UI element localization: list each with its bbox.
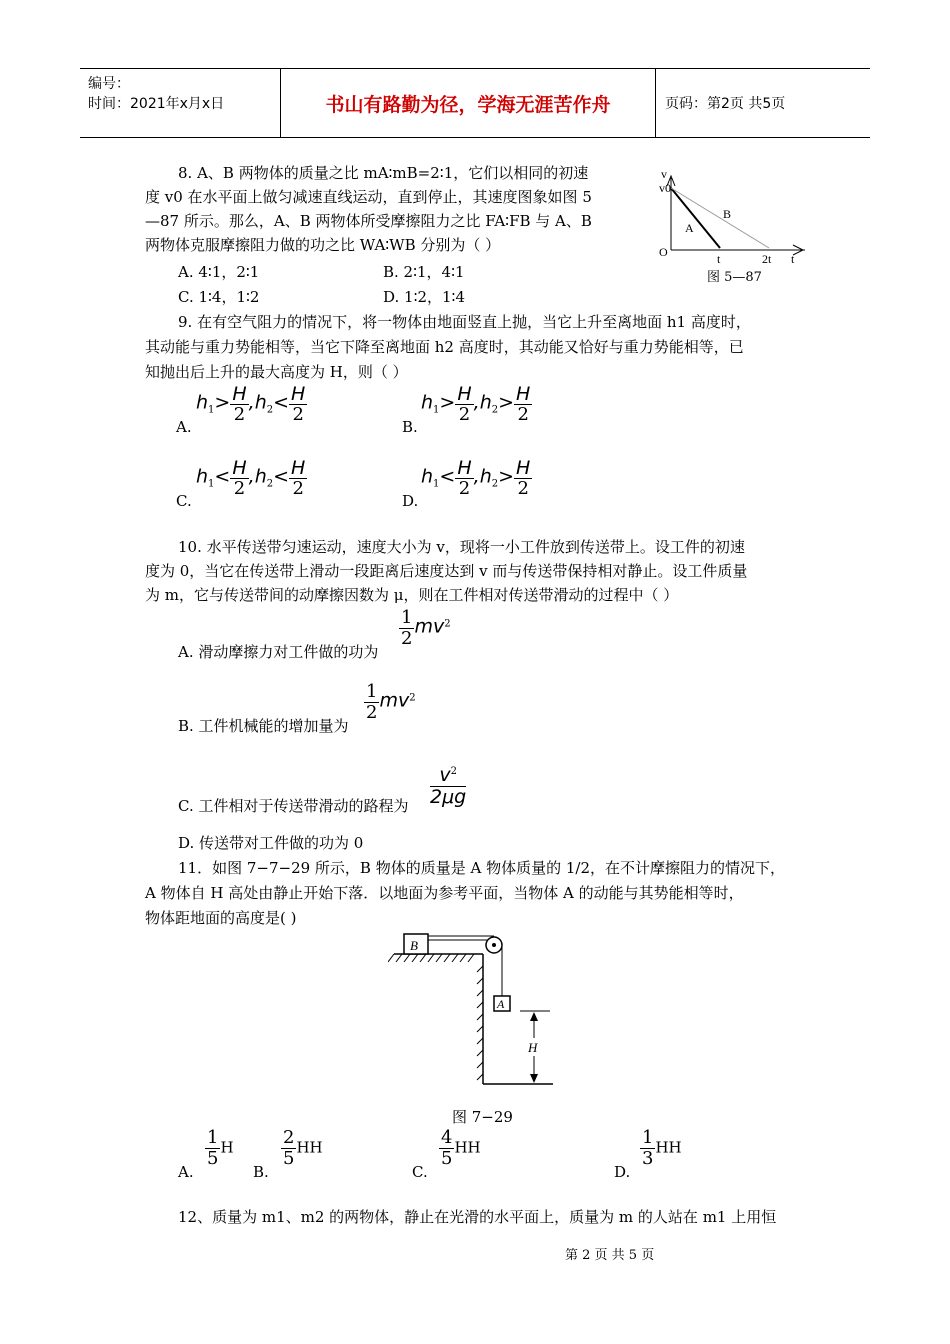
q11-option-a-label: A.: [178, 1163, 194, 1181]
figure-5-87-caption: 图 5—87: [707, 270, 762, 285]
q8-line4: 两物体克服摩擦阻力做的功之比 WA∶WB 分别为（ ）: [145, 236, 501, 254]
line-a-label: A: [685, 221, 694, 235]
line-b: [671, 188, 769, 248]
q11-line1: 11．如图 7−7−29 所示，B 物体的质量是 A 物体质量的 1/2，在不计摩擦阻力的情况下，: [178, 859, 786, 877]
q8-line1: 8. A、B 两物体的质量之比 mA∶mB=2∶1，它们以相同的初速: [178, 164, 589, 182]
q9-option-a: $h_1>$ $\frac{H}{2}$ $,h_2<$ $\frac{H}{2}$: [196, 383, 306, 425]
line-b-label: B: [723, 207, 732, 221]
q8-option-d: D. 1∶2，1∶4: [383, 288, 466, 306]
q8-option-c: C. 1∶4，1∶2: [178, 288, 260, 306]
q10-option-a-formula: $\frac{1}{2}$ $mv^2$: [401, 607, 451, 649]
page-info: 页码：第2页 共5页: [665, 96, 786, 112]
q10-line3: 为 m，它与传送带间的动摩擦因数为 μ，则在工件相对传送带滑动的过程中（ ）: [145, 586, 679, 604]
q11-option-d: $\frac{1}{3}$ HH: [642, 1127, 682, 1169]
time-label: 时间：2021年x月x日: [88, 96, 225, 112]
q9-line1: 9. 在有空气阻力的情况下，将一物体由地面竖直上抛，当它上升至离地面 h1 高度时，: [178, 313, 751, 331]
q9-option-c: $h_1<$ $\frac{H}{2}$ $,h_2<$ $\frac{H}{2}$: [196, 457, 306, 499]
header-left: [80, 69, 280, 137]
q12-line1: 12、质量为 m1、m2 的两物体，静止在光滑的水平面上，质量为 m 的人站在 m1 上用恒: [178, 1208, 777, 1226]
q10-option-d: D. 传送带对工件做的功为 0: [178, 834, 364, 852]
t-axis-label: t: [791, 252, 795, 266]
t2-tick: 2t: [762, 252, 772, 266]
q9-option-d: $h_1<$ $\frac{H}{2}$ $,h_2>$ $\frac{H}{2}$: [421, 457, 531, 499]
q10-line2: 度为 0，当它在传送带上滑动一段距离后速度达到 v 而与传送带保持相对静止。设工件质量: [145, 562, 748, 580]
q11-option-b-label: B.: [253, 1163, 269, 1181]
q9-option-d-label: D.: [402, 492, 419, 510]
q11-option-a: $\frac{1}{5}$ H: [207, 1127, 234, 1169]
line-a: [671, 188, 720, 248]
q11-option-b: $\frac{2}{5}$ HH: [283, 1127, 323, 1169]
q11-line2: A 物体自 H 高处由静止开始下落．以地面为参考平面，当物体 A 的动能与其势能相等时，: [145, 884, 744, 902]
height-arrow-down: [530, 1074, 538, 1083]
wall-hatch: [477, 966, 483, 1080]
q8-option-a: A. 4∶1，2∶1: [178, 263, 260, 281]
block-a-label: A: [497, 997, 505, 1011]
page-header: [80, 68, 870, 138]
pulley-axle: [492, 943, 496, 947]
origin-label: O: [659, 245, 668, 259]
q10-option-a: A. 滑动摩擦力对工件做的功为: [178, 643, 379, 661]
q11-option-d-label: D.: [614, 1163, 631, 1181]
q11-option-c: $\frac{4}{5}$ HH: [441, 1127, 481, 1169]
t-tick: t: [717, 252, 721, 266]
q9-option-c-label: C.: [176, 492, 192, 510]
q11-option-c-label: C.: [412, 1163, 428, 1181]
figure-7-29-caption: 图 7−29: [452, 1108, 513, 1126]
q9-option-b-label: B.: [402, 418, 418, 436]
q8-line2: 度 v0 在水平面上做匀减速直线运动，直到停止，其速度图象如图 5: [145, 188, 592, 206]
q10-option-b-formula: $\frac{1}{2}$ $mv^2$: [366, 681, 416, 723]
number-label: 编号：: [88, 76, 130, 92]
q9-option-a-label: A.: [176, 418, 192, 436]
page-footer: 第 2 页 共 5 页: [565, 1248, 655, 1263]
q10-option-b: B. 工件机械能的增加量为: [178, 717, 349, 735]
q10-line1: 10. 水平传送带匀速运动，速度大小为 v，现将一小工件放到传送带上。设工件的初速: [178, 538, 745, 556]
q9-line3: 知抛出后上升的最大高度为 H，则（ ）: [145, 363, 408, 381]
q9-line2: 其动能与重力势能相等，当它下降至离地面 h2 高度时，其动能又恰好与重力势能相等，已: [145, 338, 744, 356]
q10-option-c-formula: $\frac{v^2}{2\mu g}$: [430, 764, 467, 808]
v-label: v: [661, 167, 667, 181]
q9-option-b: $h_1>$ $\frac{H}{2}$ $,h_2>$ $\frac{H}{2}$: [421, 383, 531, 425]
figure-7-29: [388, 926, 563, 1091]
q8-line3: —87 所示。那么，A、B 两物体所受摩擦阻力之比 FA∶FB 与 A、B: [145, 212, 592, 230]
height-arrow-up: [530, 1012, 538, 1021]
motto: 书山有路勤为径，学海无涯苦作舟: [280, 69, 656, 137]
block-b-label: B: [410, 938, 418, 953]
q10-option-c: C. 工件相对于传送带滑动的路程为: [178, 797, 409, 815]
q11-line3: 物体距地面的高度是( ): [145, 909, 297, 927]
v0-label: v0: [659, 181, 671, 195]
q8-option-b: B. 2∶1，4∶1: [383, 263, 465, 281]
table-hatch: [388, 954, 474, 962]
height-label: H: [528, 1040, 538, 1055]
